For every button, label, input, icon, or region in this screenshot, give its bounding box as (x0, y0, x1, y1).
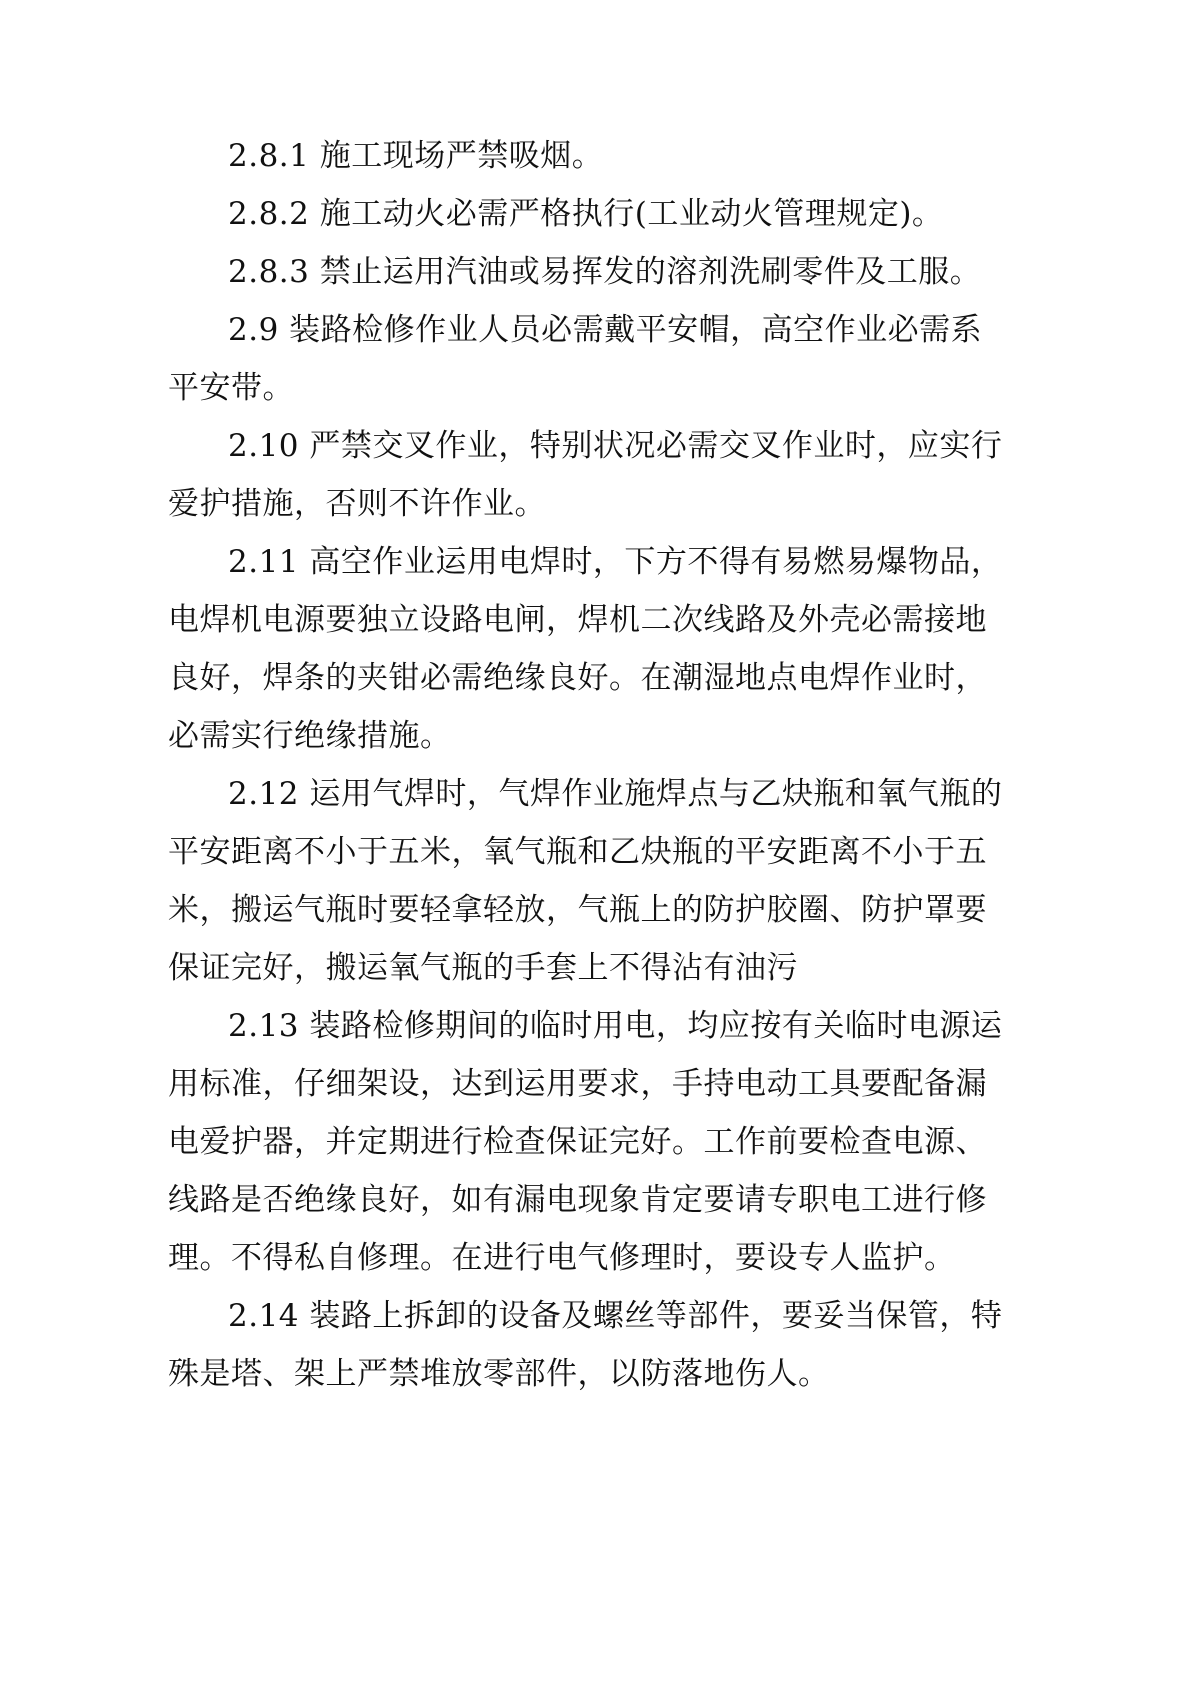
paragraph-2-11-line-2: 电焊机电源要独立设路电闸，焊机二次线路及外壳必需接地 (168, 602, 987, 638)
paragraph-2-13-line-5: 理。不得私自修理。在进行电气修理时，要设专人监护。 (168, 1240, 956, 1276)
paragraph-2-14-line-2: 殊是塔、架上严禁堆放零部件，以防落地伤人。 (168, 1356, 830, 1392)
paragraph-2-12-line-3: 米，搬运气瓶时要轻拿轻放，气瓶上的防护胶圈、防护罩要 (168, 892, 987, 928)
paragraph-2-8-2-line-1: 2.8.2 施工动火必需严格执行(工业动火管理规定)。 (228, 196, 944, 232)
paragraph-2-10-line-1: 2.10 严禁交叉作业，特别状况必需交叉作业时，应实行 (228, 428, 1003, 464)
paragraph-2-13-line-3: 电爱护器，并定期进行检查保证完好。工作前要检查电源、 (168, 1124, 987, 1160)
paragraph-2-9-line-2: 平安带。 (168, 370, 294, 406)
paragraph-2-13-line-4: 线路是否绝缘良好，如有漏电现象肯定要请专职电工进行修 (168, 1182, 987, 1218)
paragraph-2-14-line-1: 2.14 装路上拆卸的设备及螺丝等部件，要妥当保管，特 (228, 1298, 1003, 1334)
paragraph-2-13-line-1: 2.13 装路检修期间的临时用电，均应按有关临时电源运 (228, 1008, 1003, 1044)
paragraph-2-11-line-4: 必需实行绝缘措施。 (168, 718, 452, 754)
paragraph-2-11-line-1: 2.11 高空作业运用电焊时，下方不得有易燃易爆物品， (228, 544, 1003, 580)
paragraph-2-13-line-2: 用标准，仔细架设，达到运用要求，手持电动工具要配备漏 (168, 1066, 987, 1102)
paragraph-2-11-line-3: 良好，焊条的夹钳必需绝缘良好。在潮湿地点电焊作业时， (168, 660, 987, 696)
paragraph-2-12-line-4: 保证完好，搬运氧气瓶的手套上不得沾有油污 (168, 950, 798, 986)
paragraph-2-8-1-line-1: 2.8.1 施工现场严禁吸烟。 (228, 138, 604, 174)
paragraph-2-9-line-1: 2.9 装路检修作业人员必需戴平安帽，高空作业必需系 (228, 312, 983, 348)
paragraph-2-12-line-1: 2.12 运用气焊时，气焊作业施焊点与乙炔瓶和氧气瓶的 (228, 776, 1003, 812)
paragraph-2-10-line-2: 爱护措施，否则不许作业。 (168, 486, 546, 522)
paragraph-2-12-line-2: 平安距离不小于五米，氧气瓶和乙炔瓶的平安距离不小于五 (168, 834, 987, 870)
paragraph-2-8-3-line-1: 2.8.3 禁止运用汽油或易挥发的溶剂洗刷零件及工服。 (228, 254, 982, 290)
